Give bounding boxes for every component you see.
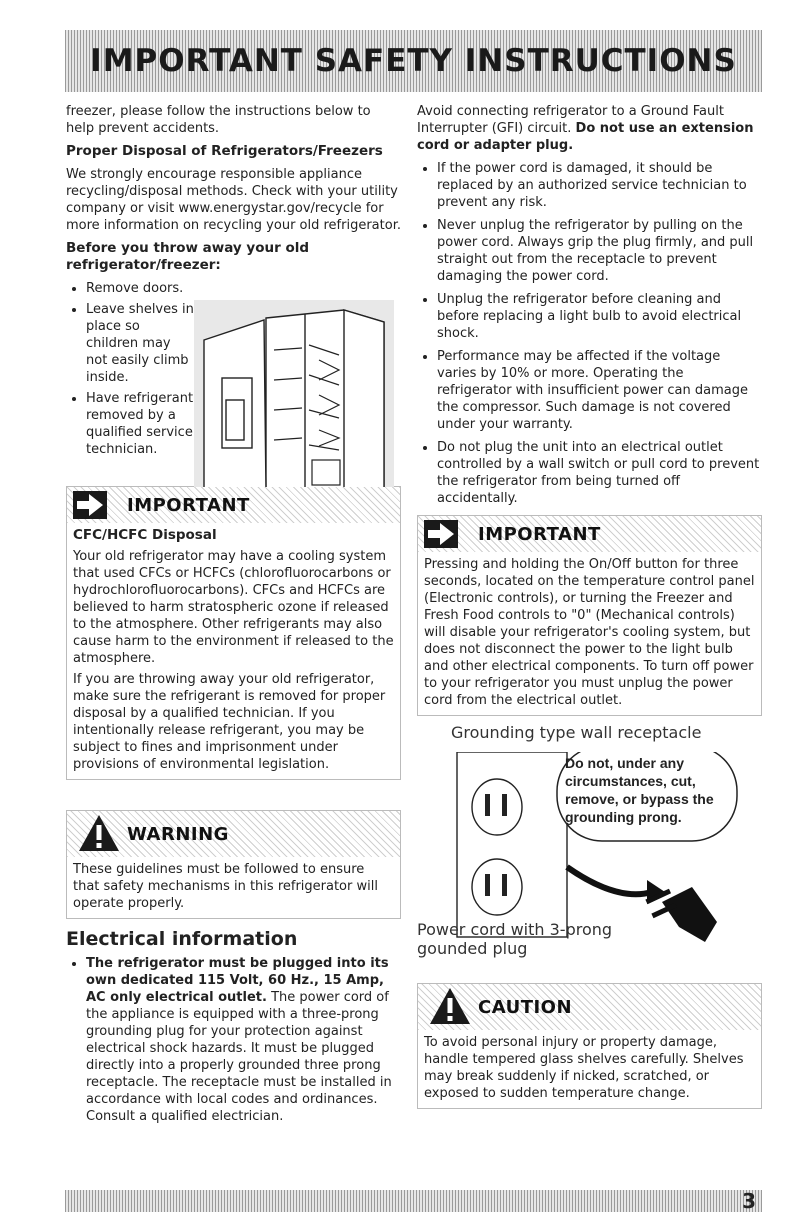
list-item: • Have refrigerant removed by a qualified service technician. bbox=[86, 390, 196, 458]
grounding-figure bbox=[417, 724, 762, 969]
electrical-bold: The refrigerator must be plugged into its own dedicated 115 Volt, 60 Hz., 15 Amp, AC only electrical outlet. bbox=[86, 956, 389, 1005]
disposal-text: We strongly encourage responsible appliance recycling/disposal methods. Check with your utility company or visit www.energystar.gov/recycle for more information on recycling your old refrigerator. bbox=[66, 167, 401, 233]
caution-title: CAUTION bbox=[478, 996, 573, 1018]
caution-text: To avoid personal injury or property damage, handle tempered glass shelves carefully. Shelves may break suddenly if nicked, scratched, or exposed to sudden temperature change. bbox=[424, 1035, 744, 1101]
warning-box bbox=[66, 810, 401, 919]
important-title-bar bbox=[418, 516, 761, 552]
figure-caption-bottom: Power cord with 3-prong gounded plug bbox=[417, 920, 613, 958]
warning-title-bar bbox=[67, 811, 400, 857]
gfi-text bbox=[417, 103, 762, 154]
cfc-paragraph-2: If you are throwing away your old refrigerator, make sure the refrigerant is removed for proper disposal by a qualified technician. If you intentionally release refrigerant, you may be subject to fines and imprisonment under provisions of environmental legislation. bbox=[73, 672, 386, 772]
cfc-heading: CFC/HCFC Disposal bbox=[73, 527, 217, 543]
important-box-power bbox=[417, 515, 762, 716]
page-header bbox=[65, 30, 762, 92]
caution-box bbox=[417, 983, 762, 1109]
warning-triangle-icon bbox=[428, 986, 472, 1026]
electrical-list bbox=[66, 955, 401, 1125]
warning-text: These guidelines must be followed to ensure that safety mechanisms in this refrigerator will operate properly. bbox=[73, 862, 378, 911]
power-important-text: Pressing and holding the On/Off button for three seconds, located on the temperature control panel (Electronic controls), or turning the Freezer and Fresh Food controls to "0" (Mechanical controls) will disable your refrigerator's cooling system, but does not disconnect the power to the light bulb and other electrical components. To turn off power to your refrigerator you must unplug the power cord from the electrical outlet. bbox=[424, 557, 755, 708]
power-bullets bbox=[417, 160, 762, 507]
important-box-cfc bbox=[66, 486, 401, 780]
gfi-intro: Avoid connecting refrigerator to a Ground Fault Interrupter (GFI) circuit. bbox=[417, 104, 724, 136]
list-item: • Remove doors. bbox=[86, 280, 196, 297]
list-item: • If the power cord is damaged, it should be replaced by an authorized service technician to prevent any risk. bbox=[437, 160, 762, 211]
arrow-right-icon bbox=[424, 520, 458, 548]
list-item: • Do not plug the unit into an electrical outlet controlled by a wall switch or pull cord to prevent the refrigerator from being turned off accidentally. bbox=[437, 439, 762, 507]
list-item: • Unplug the refrigerator before cleaning and before replacing a light bulb to avoid electrical shock. bbox=[437, 291, 762, 342]
left-column bbox=[66, 103, 401, 1125]
bullets-with-fridge bbox=[66, 280, 401, 460]
list-item: • Leave shelves in place so children may not easily climb inside. bbox=[86, 301, 196, 386]
electrical-text: The power cord of the appliance is equipped with a three-prong grounding plug for your protection against electrical shock hazards. It must be plugged directly into a properly grounded three prong receptacle. The receptacle must be installed in accordance with local codes and ordinances. Consult a qualified electrician. bbox=[86, 990, 392, 1124]
page-title: IMPORTANT SAFETY INSTRUCTIONS bbox=[90, 43, 737, 79]
intro-text: freezer, please follow the instructions below to help prevent accidents. bbox=[66, 104, 371, 136]
warning-triangle-icon bbox=[77, 813, 121, 853]
figure-caption-top: Grounding type wall receptacle bbox=[451, 723, 702, 742]
warning-title: WARNING bbox=[127, 823, 229, 845]
list-item: • Performance may be affected if the voltage varies by 10% or more. Operating the refrigerator with insufficient power can damage the compressor. Such damage is not covered under your warranty. bbox=[437, 348, 762, 433]
important-title-bar bbox=[67, 487, 400, 523]
right-column bbox=[417, 103, 762, 1109]
electrical-heading: Electrical information bbox=[66, 928, 298, 950]
list-item: • Never unplug the refrigerator by pulling on the power cord. Always grip the plug firmly, and pull straight out from the receptacle to prevent damaging the power cord. bbox=[437, 217, 762, 285]
refrigerator-illustration bbox=[194, 300, 394, 510]
disposal-heading: Proper Disposal of Refrigerators/Freezers bbox=[66, 143, 383, 159]
important-title: IMPORTANT bbox=[478, 523, 601, 545]
before-heading: Before you throw away your old refrigerator/freezer: bbox=[66, 240, 310, 273]
page-number: 3 bbox=[742, 1189, 756, 1213]
gfi-bold: Do not use an extension cord or adapter plug. bbox=[417, 121, 754, 153]
cfc-paragraph-1: Your old refrigerator may have a cooling system that used CFCs or HCFCs (chlorofluorocarbons or hydrochlorofluorocarbons). CFCs and HCFCs are believed to harm stratospheric ozone if released to the atmosphere. Other refrigerants may also cause harm to the environment if released to the atmosphere. bbox=[73, 549, 394, 666]
disposal-bullets bbox=[66, 280, 196, 458]
list-item bbox=[86, 955, 401, 1125]
grounding-callout: Do not, under any circumstances, cut, remove, or bypass the grounding prong. bbox=[565, 755, 714, 825]
arrow-right-icon bbox=[73, 491, 107, 519]
page-footer bbox=[65, 1190, 762, 1212]
caution-title-bar bbox=[418, 984, 761, 1030]
important-title: IMPORTANT bbox=[127, 494, 250, 516]
